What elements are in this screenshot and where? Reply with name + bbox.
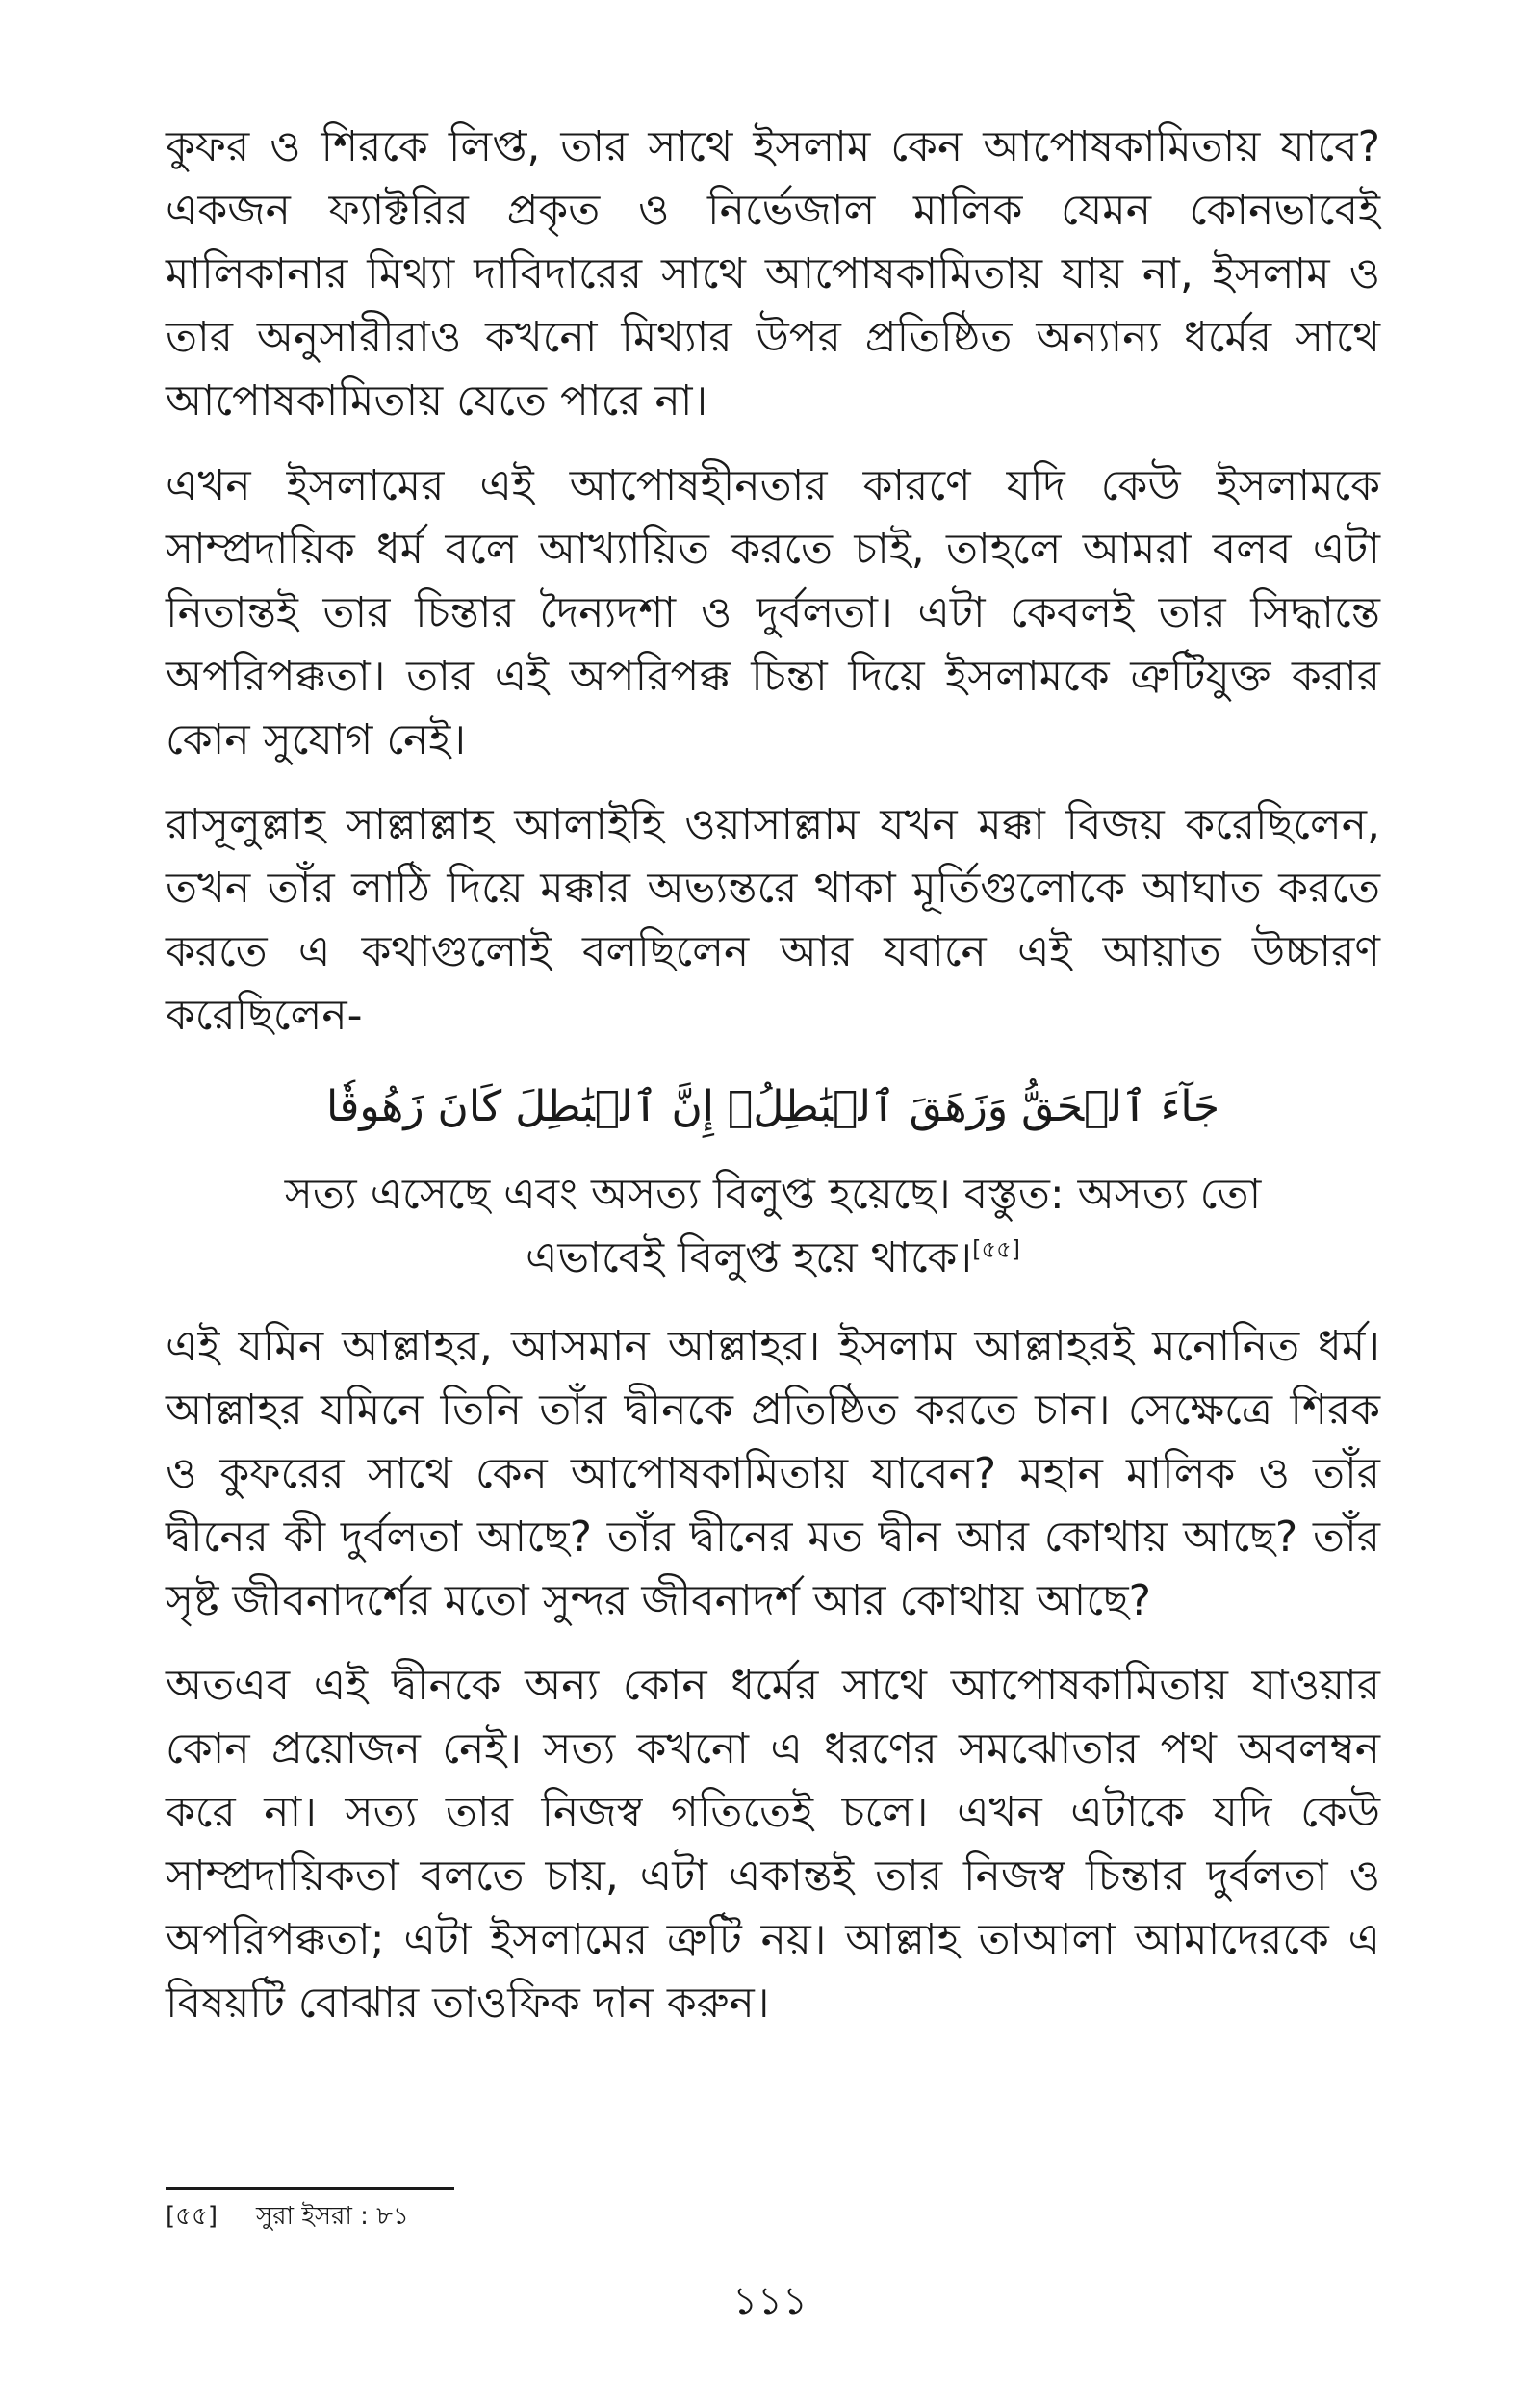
translation-line-2 (166, 1227, 1380, 1290)
page-body (166, 116, 1380, 2057)
footnote-divider (166, 2187, 454, 2190)
paragraph-1: কুফর ও শিরকে লিপ্ত, তার সাথে ইসলাম কেন আপোষকামিতায় যাবে? একজন ফ্যাক্টরির প্রকৃত ও নির্ভেজাল মালিক যেমন কোনভাবেই মালিকানার মিথ্যা দাবিদারের সাথে আপোষকামিতায় যায় না, ইসলাম ও তার অনুসারীরাও কখনো মিথ্যার উপর প্রতিষ্ঠিত অন্যান্য ধর্মের সাথে আপোষকামিতায় যেতে পারে না। (166, 122, 1380, 426)
page-number: ১১১ (732, 2279, 808, 2323)
paragraph-3: রাসূলুল্লাহ সাল্লাল্লাহ আলাইহি ওয়াসাল্লাম যখন মক্কা বিজয় করেছিলেন, তখন তাঁর লাঠি দিয়ে মক্কার অভ্যন্তরে থাকা মূর্তিগুলোকে আঘাত করতে করতে এ কথাগুলোই বলছিলেন আর যবানে এই আয়াত উচ্চারণ করেছিলেন- (166, 800, 1380, 1040)
paragraph-2: এখন ইসলামের এই আপোষহীনতার কারণে যদি কেউ ইসলামকে সাম্প্রদায়িক ধর্ম বলে আখ্যায়িত করতে চাই, তাহলে আমরা বলব এটা নিতান্তই তার চিন্তার দৈন্যদশা ও দুর্বলতা। এটা কেবলই তার সিদ্ধান্তে অপরিপক্কতা। তার এই অপরিপক্ক চিন্তা দিয়ে ইসলামকে ত্রুটিযুক্ত করার কোন সুযোগ নেই। (166, 461, 1380, 764)
footnote-marker: [৫৫] (166, 2202, 218, 2231)
footnote-reference: [৫৫] (972, 1235, 1021, 1263)
translation-line-1: সত্য এসেছে এবং অসত্য বিলুপ্ত হয়েছে। বস্তুত: অসত্য তো (284, 1170, 1262, 1219)
quran-verse: جَآءَ ٱلۡحَقُّ وَزَهَقَ ٱلۡبَٰطِلُۚ إِنَّ ٱلۡبَٰطِلَ كَانَ زَهُوقٗا (325, 1082, 1220, 1131)
verse-translation (166, 1163, 1380, 1290)
translation-line-2-text: এভাবেই বিলুপ্ত হয়ে থাকে। (525, 1233, 973, 1282)
footnote-text: সুরা ইসরা : ৮১ (256, 2202, 409, 2231)
paragraph-5: অতএব এই দ্বীনকে অন্য কোন ধর্মের সাথে আপোষকামিতায় যাওয়ার কোন প্রয়োজন নেই। সত্য কখনো এ ধরণের সমঝোতার পথ অবলম্বন করে না। সত্য তার নিজস্ব গতিতেই চলে। এখন এটাকে যদি কেউ সাম্প্রদায়িকতা বলতে চায়, এটা একান্তই তার নিজস্ব চিন্তার দুর্বলতা ও অপরিপক্কতা; এটা ইসলামের ত্রুটি নয়। আল্লাহ তাআলা আমাদেরকে এ বিষয়টি বোঝার তাওফিক দান করুন। (166, 1661, 1380, 2028)
footnote (166, 2199, 409, 2234)
paragraph-4: এই যমিন আল্লাহর, আসমান আল্লাহর। ইসলাম আল্লাহরই মনোনিত ধর্ম। আল্লাহর যমিনে তিনি তাঁর দ্বীনকে প্রতিষ্ঠিত করতে চান। সেক্ষেত্রে শিরক ও কুফরের সাথে কেন আপোষকামিতায় যাবেন? মহান মালিক ও তাঁর দ্বীনের কী দুর্বলতা আছে? তাঁর দ্বীনের মত দ্বীন আর কোথায় আছে? তাঁর সৃষ্ট জীবনাদর্শের মতো সুন্দর জীবনাদর্শ আর কোথায় আছে? (166, 1322, 1380, 1625)
